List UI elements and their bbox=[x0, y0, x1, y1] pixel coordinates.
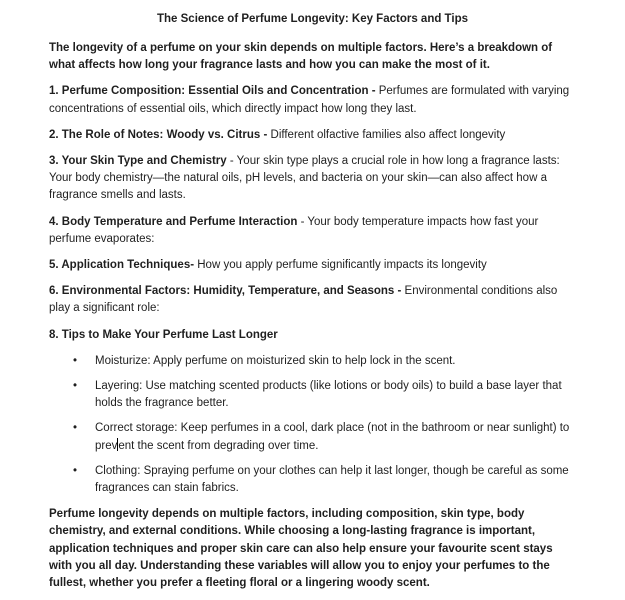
tips-list bbox=[49, 353, 576, 497]
section-paragraph-2 bbox=[49, 127, 576, 144]
conclusion-paragraph: Perfume longevity depends on multiple factors, including composition, skin type, body chemistry, and external conditions. While choosing a long-lasting fragrance is important, application techniques and proper skin care can also help ensure your favourite scent stays with you all day. Understanding these variables will allow you to enjoy your perfumes to the fullest, whether you prefer a fleeting floral or a lingering woody scent. bbox=[49, 508, 553, 590]
list-item bbox=[49, 378, 576, 412]
bullet-icon: • bbox=[73, 380, 78, 393]
bullet-text: Clothing: Spraying perfume on your clothes can help it last longer, though be careful as some fragrances can stain fabrics. bbox=[95, 464, 569, 495]
list-item bbox=[49, 420, 576, 454]
section-body: - Your body temperature impacts how fast your perfume evaporates: bbox=[49, 215, 539, 245]
section-heading: 6. Environmental Factors: Humidity, Temperature, and Seasons - bbox=[49, 285, 402, 298]
section-heading: 5. Application Techniques- bbox=[49, 259, 195, 272]
intro-paragraph: The longevity of a perfume on your skin depends on multiple factors. Here’s a breakdown of what affects how long your fragrance lasts and how you can make the most of it. bbox=[49, 42, 553, 72]
section-body: Environmental conditions also play a significant role: bbox=[49, 285, 558, 315]
section-heading: 4. Body Temperature and Perfume Interaction bbox=[49, 215, 298, 228]
list-item bbox=[49, 353, 576, 370]
section-heading: 1. Perfume Composition: Essential Oils and Concentration - bbox=[49, 85, 376, 98]
section-body: How you apply perfume significantly impacts its longevity bbox=[194, 259, 487, 272]
section-heading: 3. Your Skin Type and Chemistry bbox=[49, 155, 227, 168]
section-body: - Your skin type plays a crucial role in how long a fragrance lasts: Your body chemistry—the natural oils, pH levels, and bacteria on your skin—can also affect how a fragrance smells and lasts. bbox=[49, 155, 560, 202]
bullet-text: ent the scent from degrading over time. bbox=[118, 439, 319, 452]
bullet-icon: • bbox=[73, 422, 78, 435]
section-paragraph-3 bbox=[49, 153, 576, 205]
bullet-text: Layering: Use matching scented products (like lotions or body oils) to build a base layer that holds the fragrance better. bbox=[95, 380, 562, 410]
section-body: Perfumes are formulated with varying concentrations of essential oils, which directly impact how long they last. bbox=[49, 85, 570, 115]
bullet-text: Moisturize: Apply perfume on moisturized skin to help lock in the scent. bbox=[95, 354, 456, 367]
bullet-icon: • bbox=[73, 354, 78, 367]
list-item bbox=[49, 463, 576, 497]
document-title: The Science of Perfume Longevity: Key Factors and Tips bbox=[156, 13, 468, 25]
section-paragraph-6 bbox=[49, 283, 576, 317]
section-paragraph-1 bbox=[49, 83, 576, 117]
tips-heading: 8. Tips to Make Your Perfume Last Longer bbox=[49, 328, 278, 341]
bullet-text: Correct storage: Keep perfumes in a cool, dark place (not in the bathroom or near sunlight) to prev bbox=[95, 422, 570, 452]
section-heading: 2. The Role of Notes: Woody vs. Citrus - bbox=[49, 128, 268, 141]
section-body: Different olfactive families also affect longevity bbox=[267, 128, 506, 141]
bullet-icon: • bbox=[73, 464, 78, 477]
section-paragraph-5 bbox=[49, 257, 576, 274]
section-paragraph-4 bbox=[49, 214, 576, 248]
